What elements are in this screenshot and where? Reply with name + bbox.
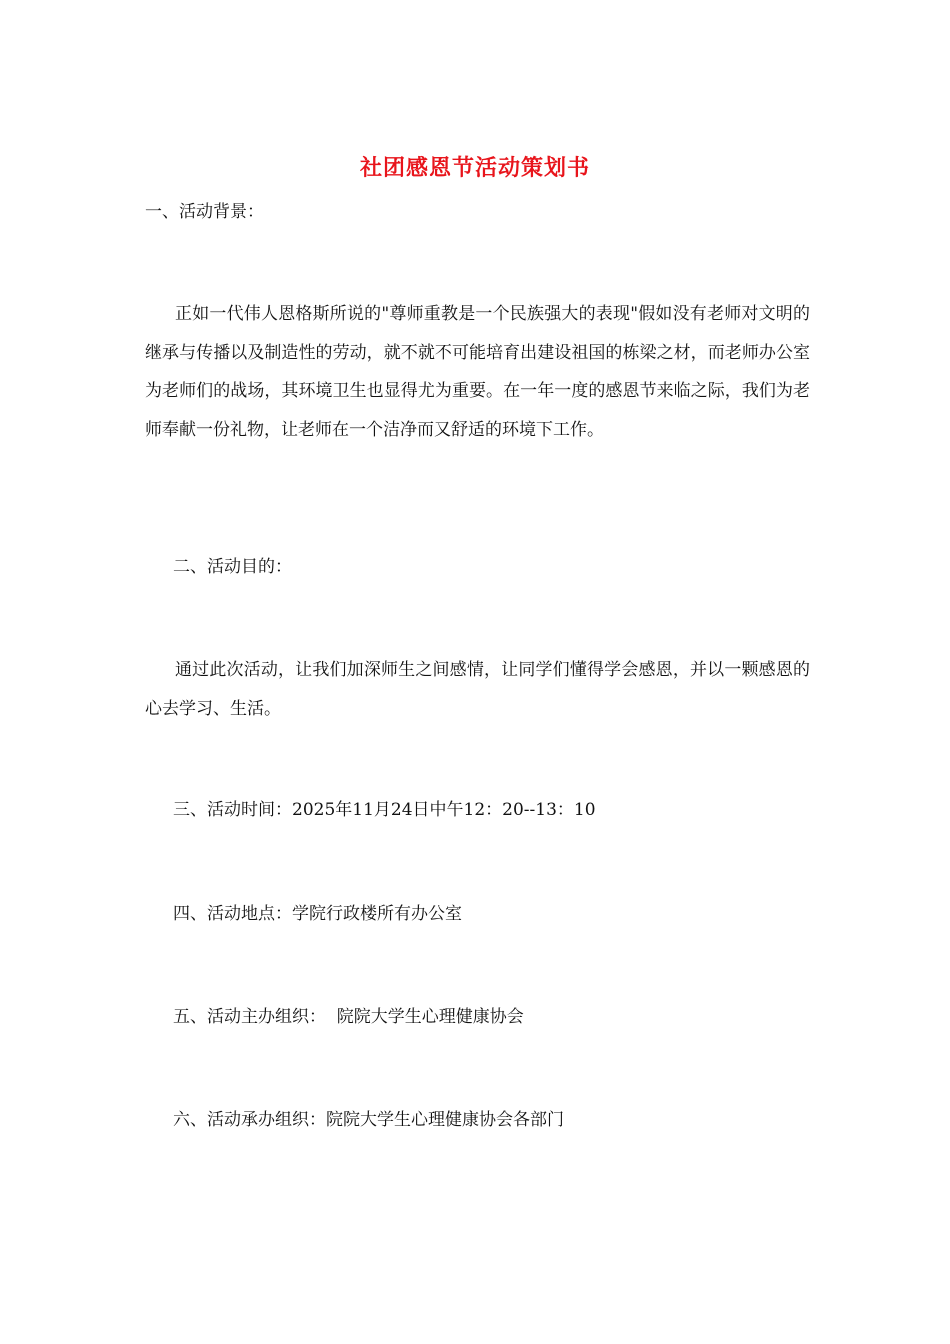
background-heading: 一、活动背景： (145, 202, 264, 222)
background-paragraph: 正如一代伟人恩格斯所说的"尊师重教是一个民族强大的表现"假如没有老师对文明的继承与传播以及制造性的劳动，就不就不可能培育出建设祖国的栋梁之材，而老师办公室为老师们的战场，其环境卫生也显得尤为重要。在一年一度的感恩节来临之际，我们为老师奉献一份礼物，让老师在一个洁净而又舒适的环境下工作。 (145, 304, 810, 440)
activity-undertaker: 六、活动承办组织：院院大学生心理健康协会各部门 (173, 1110, 564, 1130)
activity-organizer: 五、活动主办组织： 院院大学生心理健康协会 (173, 1007, 524, 1027)
purpose-paragraph: 通过此次活动，让我们加深师生之间感情，让同学们懂得学会感恩，并以一颗感恩的心去学习、生活。 (145, 660, 810, 719)
document-title: 社团感恩节活动策划书 (359, 155, 590, 181)
activity-location: 四、活动地点：学院行政楼所有办公室 (173, 904, 462, 924)
purpose-heading: 二、活动目的： (173, 557, 292, 577)
activity-time: 三、活动时间：2025年11月24日中午12：20--13：10 (173, 800, 596, 820)
